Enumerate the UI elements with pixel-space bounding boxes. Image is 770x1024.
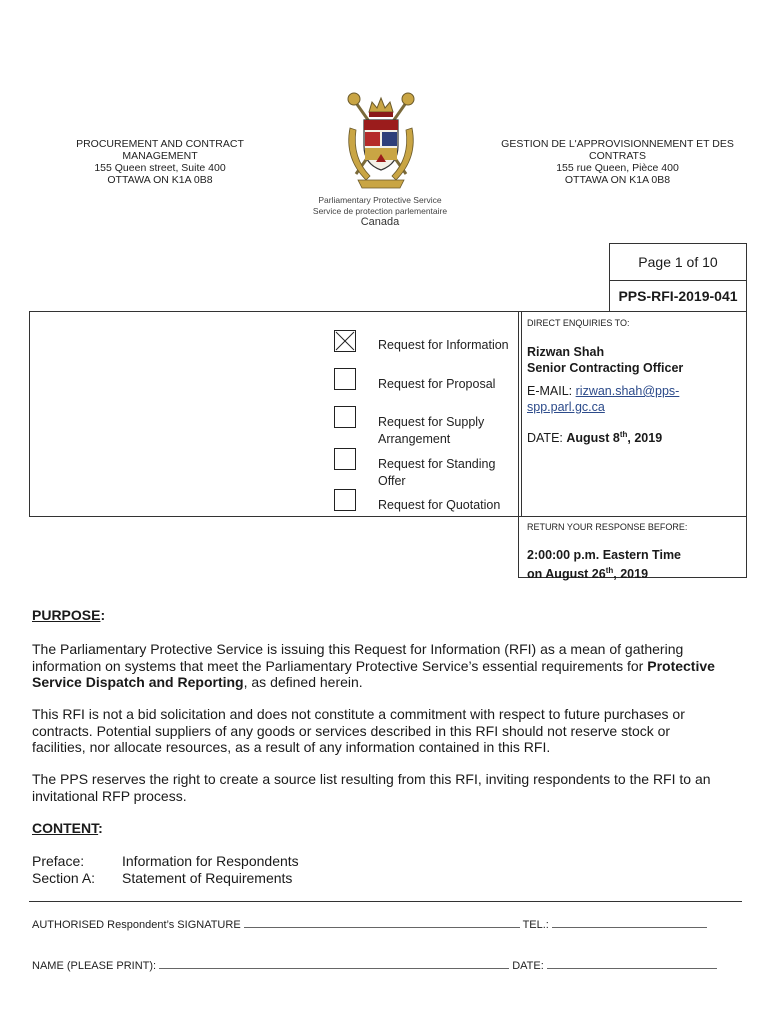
header-left-line: OTTAWA ON K1A 0B8 xyxy=(107,174,213,186)
content-value: Information for Respondents xyxy=(122,853,299,869)
content-key: Preface: xyxy=(32,853,85,869)
header-right-line: 155 rue Queen, Pièce 400 xyxy=(556,162,679,174)
label-request-for-quotation: Request for Quotation xyxy=(378,498,501,512)
label-request-for-proposal: Request for Proposal xyxy=(378,377,496,391)
date-value: August 8 xyxy=(566,431,620,446)
return-heading: RETURN YOUR RESPONSE BEFORE: xyxy=(527,522,688,532)
header-right-line: OTTAWA ON K1A 0B8 xyxy=(564,174,671,186)
purpose-p1-bold: Protective Service Dispatch and Reporting xyxy=(32,657,715,690)
return-date xyxy=(527,563,681,582)
contact-title: Senior Contracting Officer xyxy=(527,361,684,375)
organization-name xyxy=(300,195,460,228)
return-date-sup: th xyxy=(605,566,614,575)
content-colon: : xyxy=(98,820,103,836)
header-left-address xyxy=(60,138,260,186)
content-value: Statement of Requirements xyxy=(122,870,293,886)
tel-label: TEL.: xyxy=(522,919,549,931)
enquiries-heading: DIRECT ENQUIRIES TO: xyxy=(527,318,630,328)
contact-date-row xyxy=(527,427,742,446)
contact-email-row xyxy=(527,383,742,399)
pps-crest-logo xyxy=(336,88,426,196)
return-deadline xyxy=(527,547,681,582)
purpose-p1-text: The Parliamentary Protective Service is issuing this Request for Information (RFI) as a mean of gathering information on systems that meet the Parliamentary Protective Service’s essential requirements for xyxy=(32,641,684,674)
org-name-fr: Service de protection parlementaire xyxy=(312,206,448,216)
date-year: , 2019 xyxy=(627,431,663,446)
content-title: CONTENT xyxy=(32,820,99,836)
return-response-box xyxy=(518,516,747,582)
return-date-text: on August 26 xyxy=(527,567,606,582)
checkbox-request-for-standing-offer[interactable] xyxy=(334,448,356,470)
contact-block xyxy=(527,344,742,446)
signature-label: AUTHORISED Respondent’s SIGNATURE xyxy=(32,919,241,931)
date-sign-label: DATE: xyxy=(512,960,544,972)
purpose-paragraph-3: The PPS reserves the right to create a source list resulting from this RFI, inviting respondents to the RFI to an invitational RFP process. xyxy=(32,771,711,804)
date-sign-field[interactable] xyxy=(547,967,717,969)
return-time: 2:00:00 p.m. Eastern Time xyxy=(527,548,682,562)
name-field[interactable] xyxy=(159,967,509,969)
purpose-title: PURPOSE xyxy=(32,607,101,623)
content-heading xyxy=(32,820,103,836)
signature-row xyxy=(32,919,707,931)
header-left-line: PROCUREMENT AND CONTRACT xyxy=(76,138,244,150)
email-label: E-MAIL: xyxy=(527,384,576,398)
signature-field[interactable] xyxy=(244,926,520,928)
page-number: Page 1 of 10 xyxy=(609,243,747,281)
date-label: DATE: xyxy=(527,431,567,446)
header-right-line: GESTION DE L'APPROVISIONNEMENT ET DES xyxy=(501,138,734,150)
checkbox-request-for-supply-arrangement[interactable] xyxy=(334,406,356,428)
content-row-preface xyxy=(32,853,299,870)
return-date-year: , 2019 xyxy=(613,567,649,582)
contact-name: Rizwan Shah xyxy=(527,345,605,359)
purpose-paragraph-2: This RFI is not a bid solicitation and does not constitute a commitment with respect to future purchases or contracts. Potential suppliers of any goods or services described in this RFI should not reserve stock or facilities, nor allocate resources, as a result of any information contained in this RFI. xyxy=(32,706,685,755)
content-row-section-a xyxy=(32,870,292,887)
checkbox-request-for-proposal[interactable] xyxy=(334,368,356,390)
signature-divider xyxy=(29,901,742,902)
label-request-for-supply-arrangement: Request for Supply Arrangement xyxy=(378,415,485,446)
direct-enquiries-box xyxy=(518,311,747,517)
name-row xyxy=(32,960,717,972)
check-x-icon xyxy=(335,331,355,351)
header-right-address xyxy=(495,138,740,186)
rfi-reference: PPS-RFI-2019-041 xyxy=(609,280,747,312)
label-request-for-information: Request for Information xyxy=(378,338,509,352)
purpose-p1-end: , as defined herein. xyxy=(243,674,363,690)
purpose-paragraph-1 xyxy=(32,641,722,691)
tel-field[interactable] xyxy=(552,926,707,928)
purpose-colon: : xyxy=(100,607,106,623)
email-link-part1[interactable]: rizwan.shah@pps- xyxy=(575,384,680,398)
name-label: NAME (PLEASE PRINT): xyxy=(32,960,157,972)
canada-wordmark: Canada xyxy=(360,216,400,228)
org-name-en: Parliamentary Protective Service xyxy=(318,195,442,205)
header-left-line: 155 Queen street, Suite 400 xyxy=(94,162,226,174)
checkbox-request-for-quotation[interactable] xyxy=(334,489,356,511)
date-sup: th xyxy=(619,430,628,439)
checkbox-request-for-information[interactable] xyxy=(334,330,356,352)
label-request-for-standing-offer: Request for Standing Offer xyxy=(378,457,496,488)
content-key: Section A: xyxy=(32,870,96,886)
header-left-line: MANAGEMENT xyxy=(122,150,198,162)
contact-email-row-2 xyxy=(527,399,742,415)
purpose-heading xyxy=(32,607,105,623)
email-link-part2[interactable]: spp.parl.gc.ca xyxy=(527,400,605,414)
header-right-line: CONTRATS xyxy=(589,150,646,162)
